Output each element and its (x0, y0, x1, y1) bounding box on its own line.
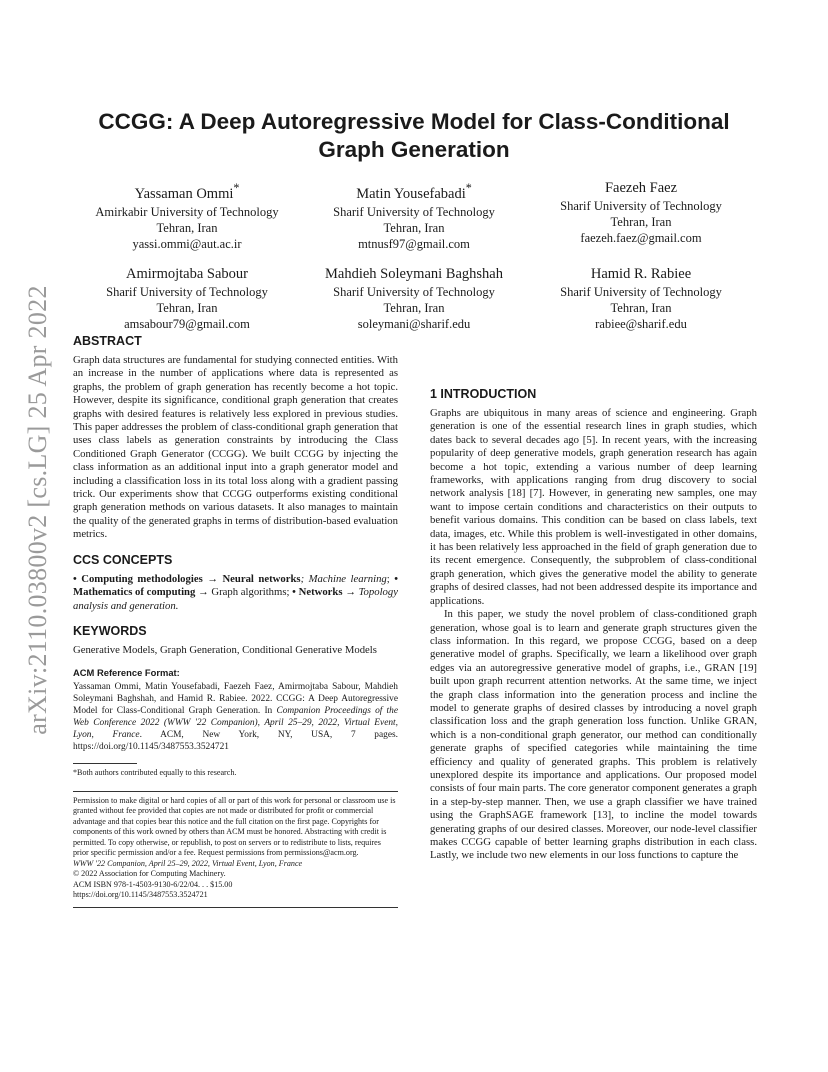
introduction-paragraph-1: Graphs are ubiquitous in many areas of science and engineering. Graph generation is one of the essential research lines in graph studies, which dates back to several decades ago [5]. In recent years, with the increasing popularity of deep generative models, graph generation research has again become a hot topic, extending a various number of deep learning frameworks, with applications ranging from drug discovery to social network analysis [18] [7]. However, in generating new samples, one may want to impose certain conditions and characteristics on their outputs to benefit various domains. This condition can be based on class labels, text data, images, etc. While this problem is well-investigated in other domains, it has been relatively less approached in the field of graph generation due to its recent emergence. Consequently, the subproblem of class-conditional graph generation, which gives the generative model the ability to generate graphs of desired classes, had not been addressed despite its importance and applications. (430, 407, 757, 607)
permission-text: Permission to make digital or hard copies of all or part of this work for personal or classroom use is granted without fee provided that copies are not made or distributed for profit or commercial advantage and that copies bear this notice and the full citation on the first page. Copyrights for components of this work owned by others than ACM must be honored. Abstracting with credit is permitted. To copy otherwise, or republish, to post on servers or to redistribute to lists, requires prior specific permission and/or a fee. Request permissions from permissions@acm.org. (73, 795, 396, 858)
introduction-paragraph-2: In this paper, we study the novel problem of class-conditioned graph generation, whose goal is to learn and generate graph structures given the class information. In this regard, we propose CCGG, based on a deep generative model of graphs. Specifically, we learn a likelihood over graph edges via an autoregressive generative model of graphs, i.e., GRAN [19] built upon graph recurrent attention networks. At the same time, we inject the graph class information into the generation process and incline the model to generate graphs of desired classes by introducing a novel graph classification loss and the graph generation loss function. Unlike GRAN, which is a non-conditional graph generator, our method can conditionally generate graphs of specified categories while maintaining the time efficiency and quality of generated graphs. This problem is relatively unexplored despite its importance and applications. Our proposed model consists of four main parts. The core generator component generates a graph in a step-by-step manner. Then, we use a graph classifier we have trained using the GraphSAGE framework [13], to incline the model towards generating graphs of our desired classes. Moreover, our node-level classifier makes CCGG capable of better learning graphs distribution in each class. Lastly, we include two new elements in our loss functions to capture the (430, 608, 757, 862)
author-name: Yassaman Ommi (134, 185, 234, 202)
author-affiliation: Sharif University of Technology (333, 204, 495, 219)
arxiv-identifier: arXiv:2110.03800v2 [cs.LG] 25 Apr 2022 (23, 285, 52, 735)
author-affiliation: Amirkabir University of Technology (95, 204, 279, 219)
reference-format-heading: ACM Reference Format: (73, 667, 180, 679)
author-affiliation: Sharif University of Technology (560, 199, 722, 213)
author-name: Faezeh Faez (604, 180, 678, 196)
author-email[interactable]: yassi.ommi@aut.ac.ir (132, 236, 242, 251)
reference-format-text: Yassaman Ommi, Matin Yousefabadi, Faezeh Faez, Amirmojtaba Sabour, Mahdieh Soleymani Baghshah, and Hamid R. Rabiee. 2022. CCGG: A Deep Autoregressive Model for Class-Conditional Graph Generation. In Companion Proceedings of the Web Conference 2022 (WWW '22 Companion), April 25–29, 2022, Virtual Event, Lyon, France. ACM, New York, NY, USA, 7 pages. https://doi.org/10.1145/3487553.3524721 (73, 682, 398, 753)
author-block (74, 178, 754, 344)
author-card (528, 264, 754, 332)
abstract-text: Graph data structures are fundamental for studying connected entities. With an increase in the number of applications where data is represented as graphs, the problem of graph generation has recently become a hot topic. However, despite its significance, conditional graph generation that creates graphs with desired features is relatively less explored in previous studies. This paper addresses the problem of class-conditional graph generation that uses class labels as generation constraints by introducing the Class Conditioned Graph Generator (CCGG). We built CCGG by injecting the class information as an additional input into a graph generator model and including a classification loss in its total loss along with a gradient passing trick. Our experiments show that CCGG outperforms existing conditional graph generation methods on various datasets. It also manages to maintain the quality of the generated graphs in terms of distribution-based evaluation metrics. (73, 354, 398, 541)
author-card (301, 264, 527, 332)
author-email[interactable]: mtnusf97@gmail.com (358, 236, 470, 251)
author-card (74, 264, 300, 332)
author-location: Tehran, Iran (156, 220, 218, 235)
author-card (301, 178, 527, 252)
author-affiliation: Sharif University of Technology (560, 284, 722, 299)
author-name: Amirmojtaba Sabour (125, 265, 249, 282)
abstract-heading: ABSTRACT (73, 334, 142, 348)
author-email[interactable]: soleymani@sharif.edu (357, 316, 471, 331)
author-row-1 (74, 178, 754, 252)
author-email[interactable]: rabiee@sharif.edu (595, 316, 687, 331)
ccs-concept-1-sub: ; Machine learning (300, 572, 387, 585)
equal-contribution-mark: * (465, 181, 472, 195)
equal-contribution-mark: * (233, 181, 240, 195)
copyright-line: © 2022 Association for Computing Machinery. (73, 869, 226, 879)
author-affiliation: Sharif University of Technology (333, 284, 495, 299)
keywords-heading: KEYWORDS (73, 623, 147, 638)
author-row-2 (74, 264, 754, 332)
equal-contribution-footnote: *Both authors contributed equally to this research. (73, 768, 237, 778)
left-column (73, 333, 398, 908)
author-location: Tehran, Iran (383, 300, 445, 315)
author-email[interactable]: amsabour79@gmail.com (124, 316, 250, 331)
arxiv-sidebar-stamp (18, 270, 58, 750)
right-column (430, 333, 757, 863)
footnote-rule (73, 763, 137, 764)
author-card (528, 178, 754, 252)
ccs-concept-2: • Mathematics of computing (73, 572, 398, 599)
author-email[interactable]: faezeh.faez@gmail.com (580, 231, 702, 245)
paper-title: CCGG: A Deep Autoregressive Model for Class-Conditional Graph Generation (98, 109, 730, 162)
keywords-text: Generative Models, Graph Generation, Conditional Generative Models (73, 643, 377, 656)
introduction-heading: 1 INTRODUCTION (430, 387, 537, 401)
isbn-line: ACM ISBN 978-1-4503-9130-6/22/04. . . $15.00 (73, 879, 233, 889)
permission-block (73, 791, 398, 908)
doi-link[interactable]: https://doi.org/10.1145/3487553.3524721 (73, 890, 208, 900)
ccs-concept-3: • Networks (292, 586, 343, 599)
author-location: Tehran, Iran (610, 215, 672, 229)
ccs-concept-3-sub: Topology analysis and generation. (73, 586, 398, 612)
ccs-concept-2-sub: → Graph algorithms; (195, 586, 293, 599)
author-name: Hamid R. Rabiee (590, 265, 692, 282)
author-location: Tehran, Iran (156, 300, 218, 315)
author-card (74, 178, 300, 252)
author-affiliation: Sharif University of Technology (106, 284, 268, 299)
conference-venue: WWW '22 Companion, April 25–29, 2022, Virtual Event, Lyon, France (73, 858, 303, 868)
author-location: Tehran, Iran (383, 220, 445, 235)
ccs-concept-1: • Computing methodologies → Neural networks (73, 572, 301, 585)
ccs-concepts-text: • Computing methodologies → Neural networks; Machine learning; • Mathematics of computing → Graph algorithms; • Networks → Topology analysis and generation. (73, 572, 398, 612)
author-name: Mahdieh Soleymani Baghshah (324, 265, 503, 282)
author-location: Tehran, Iran (610, 300, 672, 315)
author-name: Matin Yousefabadi (356, 185, 466, 202)
ccs-heading: CCS CONCEPTS (73, 552, 173, 567)
